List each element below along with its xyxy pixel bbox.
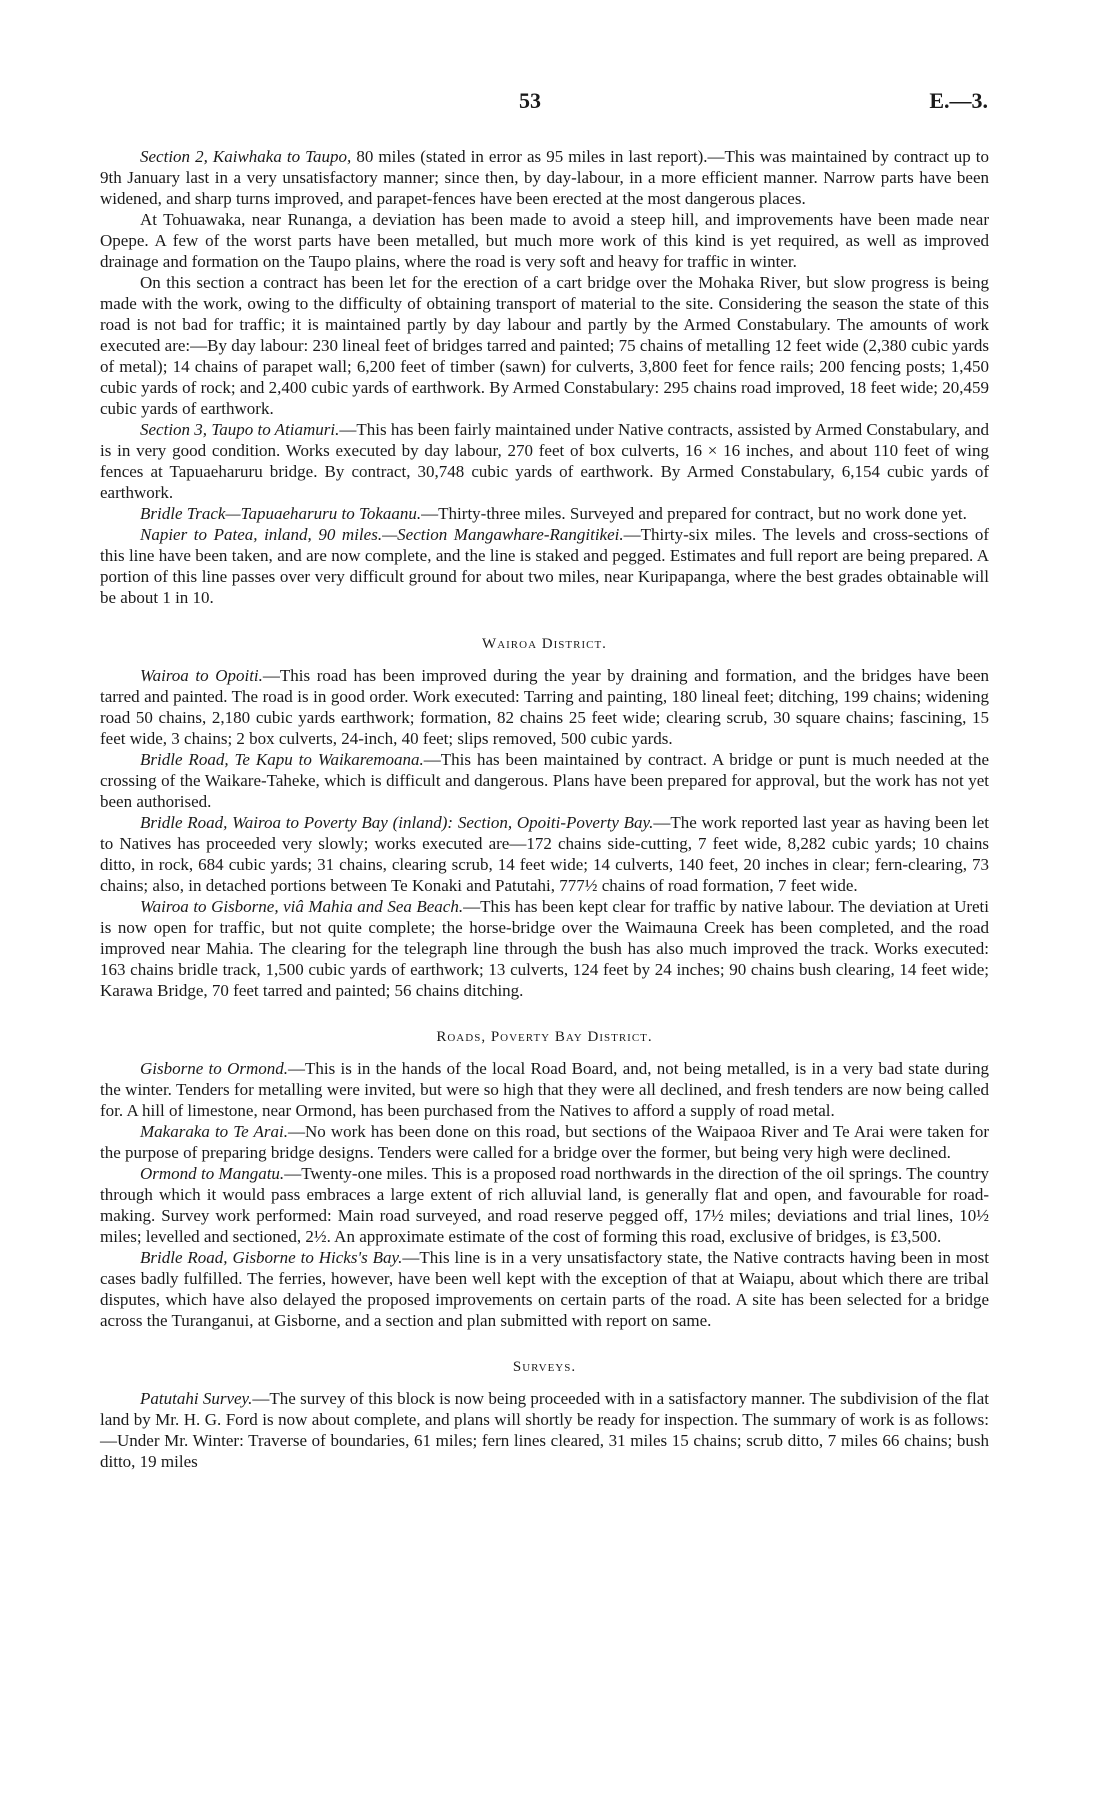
paragraph	[100, 1121, 989, 1163]
paragraph-text: —This has been fairly maintained under Native contracts, assisted by Armed Constabulary, and is in very good condition. Works executed by day labour, 270 feet of box culverts, 16 × 16 inches, and about 110 feet of wing fences at Tapuaeharuru bridge. By contract, 30,748 cubic yards of earthwork. By Armed Constabulary, 6,154 cubic yards of earthwork.	[100, 420, 989, 502]
section-heading: Surveys.	[512, 1359, 577, 1375]
paragraph-text: —This is in the hands of the local Road Board, and, not being metalled, is in a very bad state during the winter. Tenders for metalling were invited, but were so high that they were all declined, and fresh tenders are now being called for. A hill of limestone, near Ormond, has been purchased from the Natives to afford a supply of road metal.	[100, 1059, 990, 1120]
paragraph-lead: Napier to Patea, inland, 90 miles.—Section Mangawhare-Rangitikei.	[140, 525, 624, 544]
paragraph	[100, 1058, 989, 1121]
paragraph-text: —This line is in a very unsatisfactory state, the Native contracts having been in most cases badly fulfilled. The ferries, however, have been well kept with the exception of that at Waiapu, about which there are tribal disputes, which have also delayed the proposed improvements on certain parts of the road. A site has been selected for a bridge across the Turanganui, at Gisborne, and a section and plan submitted with report on same.	[100, 1248, 989, 1330]
paragraph	[100, 665, 989, 749]
paragraph	[100, 749, 989, 812]
paragraph-lead: Bridle Road, Te Kapu to Waikaremoana.	[140, 750, 424, 769]
paragraph	[100, 896, 989, 1001]
paragraph-lead: Wairoa to Gisborne, viâ Mahia and Sea Beach.	[140, 897, 464, 916]
paragraph-text: —This road has been improved during the year by draining and formation, and the bridges have been tarred and painted. The road is in good order. Work executed: Tarring and painting, 180 lineal feet; ditching, 199 chains; widening road 50 chains, 2,180 cubic yards earthwork; formation, 82 chains 25 feet wide; clearing scrub, 30 square chains; fascining, 15 feet wide, 3 chains; 2 box culverts, 24-inch, 40 feet; slips removed, 500 cubic yards.	[100, 666, 990, 748]
document-body	[100, 146, 989, 1472]
page-number: 53	[519, 88, 541, 113]
paragraph	[100, 524, 989, 608]
section-heading: Wairoa District.	[482, 636, 607, 652]
page-header	[0, 90, 1114, 118]
paragraph-lead: Wairoa to Opoiti.	[140, 666, 263, 685]
paragraph-text: —The survey of this block is now being proceeded with in a satisfactory manner. The subdivision of the flat land by Mr. H. G. Ford is now about complete, and plans will shortly be ready for inspection. The summary of work is as follows:—Under Mr. Winter: Traverse of boundaries, 61 miles; fern lines cleared, 31 miles 15 chains; scrub ditto, 7 miles 66 chains; bush ditto, 19 miles	[100, 1389, 989, 1471]
paragraph	[100, 146, 989, 209]
paragraph	[100, 1247, 989, 1331]
paragraph-lead: Section 2, Kaiwhaka to Taupo,	[140, 147, 352, 166]
paragraph	[100, 1163, 989, 1247]
section-heading: Roads, Poverty Bay District.	[436, 1029, 653, 1045]
paragraph-text: —Thirty-three miles. Surveyed and prepared for contract, but no work done yet.	[421, 504, 967, 523]
paragraph-lead: Patutahi Survey.	[140, 1389, 253, 1408]
paragraph-text: —Thirty-six miles. The levels and cross-sections of this line have been taken, and are now complete, and the line is staked and pegged. Estimates and full report are being prepared. A portion of this line passes over very difficult ground for about two miles, near Kuripapanga, where the best grades obtainable will be about 1 in 10.	[100, 525, 989, 607]
paragraph	[100, 209, 989, 272]
document-reference: E.—3.	[929, 88, 988, 113]
paragraph-text: —This has been maintained by contract. A bridge or punt is much needed at the crossing of the Waikare-Taheke, which is difficult and dangerous. Plans have been prepared for approval, but the work has not yet been authorised.	[100, 750, 989, 811]
paragraph-lead: Bridle Track—Tapuaeharuru to Tokaanu.	[140, 504, 422, 523]
paragraph-lead: Gisborne to Ormond.	[140, 1059, 288, 1078]
paragraph-text: On this section a contract has been let for the erection of a cart bridge over the Mohaka River, but slow progress is being made with the work, owing to the difficulty of obtaining transport of material to the site. Considering the season the state of this road is not bad for traffic; it is maintained partly by day labour and partly by the Armed Constabulary. The amounts of work executed are:—By day labour: 230 lineal feet of bridges tarred and painted; 75 chains of metalling 12 feet wide (2,380 cubic yards of metal); 14 chains of parapet wall; 6,200 feet of timber (sawn) for culverts, 3,800 feet for fence rails; 200 fencing posts; 1,450 cubic yards of rock; and 2,400 cubic yards of earthwork. By Armed Constabulary: 295 chains road improved, 18 feet wide; 20,459 cubic yards of earthwork.	[100, 273, 989, 418]
paragraph-text: —No work has been done on this road, but sections of the Waipaoa River and Te Arai were taken for the purpose of preparing bridge designs. Tenders were called for a bridge over the former, but being very high were declined.	[100, 1122, 990, 1162]
paragraph	[100, 419, 989, 503]
paragraph-text: —This has been kept clear for traffic by native labour. The deviation at Ureti is now open for traffic, but not quite complete; the horse-bridge over the Waimauna Creek has been completed, and the road improved near Mahia. The clearing for the telegraph line through the bush has also much improved the track. Works executed: 163 chains bridle track, 1,500 cubic yards of earthwork; 13 culverts, 124 feet by 24 inches; 90 chains bush clearing, 14 feet wide; Karawa Bridge, 70 feet tarred and painted; 56 chains ditching.	[100, 897, 989, 1000]
paragraph	[100, 272, 989, 419]
paragraph-text: —The work reported last year as having been let to Natives has proceeded very slowly; works executed are—172 chains side-cutting, 7 feet wide, 8,282 cubic yards; 10 chains ditto, in rock, 684 cubic yards; 31 chains, clearing scrub, 14 feet wide; 14 culverts, 140 feet, 20 inches in clear; fern-clearing, 73 chains; also, in detached portions between Te Konaki and Patutahi, 777½ chains of road formation, 7 feet wide.	[100, 813, 989, 895]
paragraph-text: —Twenty-one miles. This is a proposed road northwards in the direction of the oil springs. The country through which it would pass embraces a large extent of rich alluvial land, is generally flat and open, and favourable for road-making. Survey work performed: Main road surveyed, and road reserve pegged off, 17½ miles; deviations and trial lines, 10½ miles; levelled and sectioned, 2½. An approximate estimate of the cost of forming this road, exclusive of bridges, is £3,500.	[100, 1164, 989, 1246]
paragraph-lead: Ormond to Mangatu.	[140, 1164, 285, 1183]
paragraph-text: At Tohuawaka, near Runanga, a deviation has been made to avoid a steep hill, and improvements have been made near Opepe. A few of the worst parts have been metalled, but much more work of this kind is yet required, as well as improved drainage and formation on the Taupo plains, where the road is very soft and heavy for traffic in winter.	[100, 210, 989, 271]
paragraph	[100, 1388, 989, 1472]
paragraph	[100, 503, 989, 524]
paragraph-lead: Section 3, Taupo to Atiamuri.	[140, 420, 340, 439]
paragraph-lead: Makaraka to Te Arai.	[140, 1122, 288, 1141]
paragraph	[100, 812, 989, 896]
paragraph-text: 80 miles (stated in error as 95 miles in last report).—This was maintained by contract up to 9th January last in a very unsatisfactory manner; since then, by day-labour, in a more efficient manner. Narrow parts have been widened, and sharp turns improved, and parapet-fences have been erected at the most dangerous places.	[100, 147, 989, 208]
paragraph-lead: Bridle Road, Gisborne to Hicks's Bay.	[140, 1248, 403, 1267]
paragraph-lead: Bridle Road, Wairoa to Poverty Bay (inland): Section, Opoiti-Poverty Bay.	[140, 813, 654, 832]
